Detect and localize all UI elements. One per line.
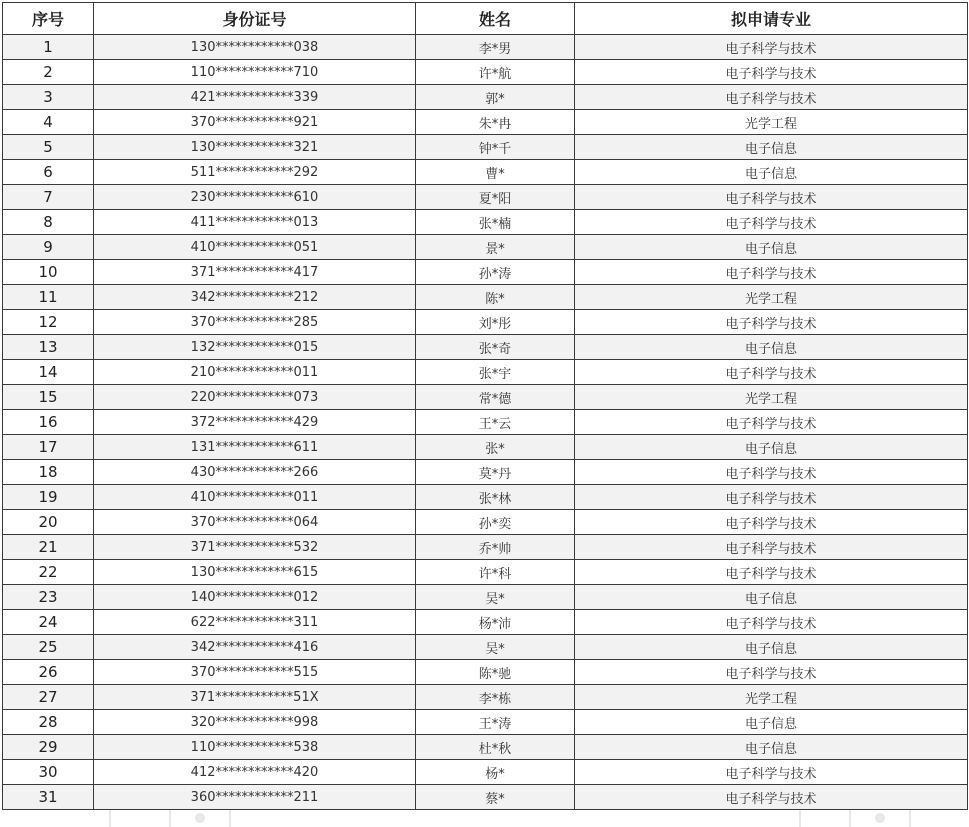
cell-id-number: 511************292 bbox=[94, 160, 416, 185]
cell-name: 杨* bbox=[416, 760, 575, 785]
cell-major: 电子科学与技术 bbox=[575, 485, 968, 510]
cell-no: 2 bbox=[3, 60, 94, 85]
cell-name: 王*涛 bbox=[416, 710, 575, 735]
cell-major: 电子科学与技术 bbox=[575, 460, 968, 485]
cell-id-number: 371************417 bbox=[94, 260, 416, 285]
cell-name: 许*航 bbox=[416, 60, 575, 85]
table-row bbox=[3, 635, 968, 660]
table-row bbox=[3, 210, 968, 235]
cell-id-number: 410************011 bbox=[94, 485, 416, 510]
cell-major: 电子信息 bbox=[575, 135, 968, 160]
cell-id-number: 412************420 bbox=[94, 760, 416, 785]
cell-no: 18 bbox=[3, 460, 94, 485]
table-row bbox=[3, 560, 968, 585]
cell-major: 电子科学与技术 bbox=[575, 35, 968, 60]
cell-no: 10 bbox=[3, 260, 94, 285]
cell-id-number: 132************015 bbox=[94, 335, 416, 360]
table-row bbox=[3, 60, 968, 85]
cell-id-number: 430************266 bbox=[94, 460, 416, 485]
cell-major: 电子信息 bbox=[575, 735, 968, 760]
table-row bbox=[3, 260, 968, 285]
table-row bbox=[3, 135, 968, 160]
cell-id-number: 370************515 bbox=[94, 660, 416, 685]
cell-name: 李*栋 bbox=[416, 685, 575, 710]
table-row bbox=[3, 35, 968, 60]
cell-major: 光学工程 bbox=[575, 110, 968, 135]
cell-major: 电子科学与技术 bbox=[575, 785, 968, 810]
cell-no: 31 bbox=[3, 785, 94, 810]
cell-no: 23 bbox=[3, 585, 94, 610]
cell-major: 电子信息 bbox=[575, 335, 968, 360]
cell-id-number: 410************051 bbox=[94, 235, 416, 260]
table-row bbox=[3, 335, 968, 360]
cell-id-number: 421************339 bbox=[94, 85, 416, 110]
table-row bbox=[3, 385, 968, 410]
cell-name: 刘*彤 bbox=[416, 310, 575, 335]
header-id-number: 身份证号 bbox=[94, 3, 416, 35]
cell-no: 21 bbox=[3, 535, 94, 560]
table-row bbox=[3, 535, 968, 560]
cell-name: 常*德 bbox=[416, 385, 575, 410]
cell-name: 吴* bbox=[416, 585, 575, 610]
cell-name: 夏*阳 bbox=[416, 185, 575, 210]
cell-name: 杨*沛 bbox=[416, 610, 575, 635]
cell-no: 14 bbox=[3, 360, 94, 385]
table-row bbox=[3, 685, 968, 710]
cell-no: 22 bbox=[3, 560, 94, 585]
table-row bbox=[3, 360, 968, 385]
cell-no: 24 bbox=[3, 610, 94, 635]
cell-no: 3 bbox=[3, 85, 94, 110]
header-no: 序号 bbox=[3, 3, 94, 35]
cell-no: 20 bbox=[3, 510, 94, 535]
table-row bbox=[3, 410, 968, 435]
header-major: 拟申请专业 bbox=[575, 3, 968, 35]
cell-no: 28 bbox=[3, 710, 94, 735]
table-row bbox=[3, 710, 968, 735]
cell-no: 26 bbox=[3, 660, 94, 685]
cell-no: 7 bbox=[3, 185, 94, 210]
cell-no: 6 bbox=[3, 160, 94, 185]
cell-no: 29 bbox=[3, 735, 94, 760]
table-row bbox=[3, 235, 968, 260]
cell-major: 电子科学与技术 bbox=[575, 760, 968, 785]
cell-id-number: 320************998 bbox=[94, 710, 416, 735]
cell-major: 电子科学与技术 bbox=[575, 535, 968, 560]
cell-no: 17 bbox=[3, 435, 94, 460]
cell-id-number: 131************611 bbox=[94, 435, 416, 460]
cell-id-number: 110************710 bbox=[94, 60, 416, 85]
table-body bbox=[3, 35, 968, 810]
cell-id-number: 230************610 bbox=[94, 185, 416, 210]
cell-name: 张* bbox=[416, 435, 575, 460]
cell-no: 8 bbox=[3, 210, 94, 235]
cell-id-number: 370************285 bbox=[94, 310, 416, 335]
cell-id-number: 371************532 bbox=[94, 535, 416, 560]
cell-id-number: 370************921 bbox=[94, 110, 416, 135]
cell-id-number: 342************212 bbox=[94, 285, 416, 310]
cell-no: 25 bbox=[3, 635, 94, 660]
table-row bbox=[3, 485, 968, 510]
cell-name: 曹* bbox=[416, 160, 575, 185]
cell-major: 电子信息 bbox=[575, 635, 968, 660]
cell-name: 张*楠 bbox=[416, 210, 575, 235]
table-row bbox=[3, 585, 968, 610]
cell-name: 许*科 bbox=[416, 560, 575, 585]
cell-no: 11 bbox=[3, 285, 94, 310]
cell-no: 12 bbox=[3, 310, 94, 335]
cell-no: 9 bbox=[3, 235, 94, 260]
cell-name: 蔡* bbox=[416, 785, 575, 810]
cell-id-number: 370************064 bbox=[94, 510, 416, 535]
cell-id-number: 411************013 bbox=[94, 210, 416, 235]
cell-major: 电子科学与技术 bbox=[575, 610, 968, 635]
cell-id-number: 360************211 bbox=[94, 785, 416, 810]
header-name: 姓名 bbox=[416, 3, 575, 35]
cell-id-number: 342************416 bbox=[94, 635, 416, 660]
table-row bbox=[3, 435, 968, 460]
cell-name: 陈*驰 bbox=[416, 660, 575, 685]
cell-name: 莫*丹 bbox=[416, 460, 575, 485]
cell-id-number: 130************321 bbox=[94, 135, 416, 160]
cell-major: 电子科学与技术 bbox=[575, 410, 968, 435]
cell-name: 杜*秋 bbox=[416, 735, 575, 760]
cell-name: 郭* bbox=[416, 85, 575, 110]
cell-name: 钟*千 bbox=[416, 135, 575, 160]
cell-major: 电子科学与技术 bbox=[575, 310, 968, 335]
table-row bbox=[3, 760, 968, 785]
cell-major: 电子科学与技术 bbox=[575, 60, 968, 85]
cell-major: 电子信息 bbox=[575, 235, 968, 260]
table-row bbox=[3, 160, 968, 185]
cell-no: 15 bbox=[3, 385, 94, 410]
cell-major: 电子科学与技术 bbox=[575, 660, 968, 685]
cell-major: 电子科学与技术 bbox=[575, 560, 968, 585]
cell-no: 30 bbox=[3, 760, 94, 785]
cell-major: 光学工程 bbox=[575, 685, 968, 710]
cell-major: 电子科学与技术 bbox=[575, 260, 968, 285]
cell-major: 电子科学与技术 bbox=[575, 360, 968, 385]
cell-name: 张*宇 bbox=[416, 360, 575, 385]
table-header-row bbox=[3, 3, 968, 35]
cell-id-number: 110************538 bbox=[94, 735, 416, 760]
cell-major: 电子科学与技术 bbox=[575, 85, 968, 110]
cell-name: 张*林 bbox=[416, 485, 575, 510]
cell-no: 19 bbox=[3, 485, 94, 510]
cell-id-number: 140************012 bbox=[94, 585, 416, 610]
cell-major: 光学工程 bbox=[575, 285, 968, 310]
cell-name: 乔*帅 bbox=[416, 535, 575, 560]
table-row bbox=[3, 735, 968, 760]
table-row bbox=[3, 310, 968, 335]
table-row bbox=[3, 85, 968, 110]
cell-major: 电子科学与技术 bbox=[575, 210, 968, 235]
cell-no: 16 bbox=[3, 410, 94, 435]
cell-major: 电子信息 bbox=[575, 435, 968, 460]
cell-id-number: 622************311 bbox=[94, 610, 416, 635]
cell-name: 李*男 bbox=[416, 35, 575, 60]
cell-name: 张*奇 bbox=[416, 335, 575, 360]
cell-name: 孙*涛 bbox=[416, 260, 575, 285]
cell-id-number: 130************615 bbox=[94, 560, 416, 585]
table-row bbox=[3, 610, 968, 635]
table-row bbox=[3, 285, 968, 310]
cell-major: 光学工程 bbox=[575, 385, 968, 410]
table-row bbox=[3, 785, 968, 810]
cell-major: 电子科学与技术 bbox=[575, 185, 968, 210]
cell-no: 4 bbox=[3, 110, 94, 135]
cell-name: 王*云 bbox=[416, 410, 575, 435]
cell-name: 陈* bbox=[416, 285, 575, 310]
cell-major: 电子科学与技术 bbox=[575, 510, 968, 535]
cell-major: 电子信息 bbox=[575, 585, 968, 610]
cell-name: 景* bbox=[416, 235, 575, 260]
cell-id-number: 210************011 bbox=[94, 360, 416, 385]
cell-no: 27 bbox=[3, 685, 94, 710]
cell-name: 朱*冉 bbox=[416, 110, 575, 135]
cell-id-number: 220************073 bbox=[94, 385, 416, 410]
cell-no: 1 bbox=[3, 35, 94, 60]
table-row bbox=[3, 460, 968, 485]
cell-id-number: 372************429 bbox=[94, 410, 416, 435]
cell-major: 电子信息 bbox=[575, 710, 968, 735]
cell-id-number: 130************038 bbox=[94, 35, 416, 60]
table-row bbox=[3, 660, 968, 685]
table-row bbox=[3, 185, 968, 210]
cell-id-number: 371************51X bbox=[94, 685, 416, 710]
cell-no: 5 bbox=[3, 135, 94, 160]
cell-no: 13 bbox=[3, 335, 94, 360]
cell-major: 电子信息 bbox=[575, 160, 968, 185]
applicant-table bbox=[2, 2, 968, 810]
cell-name: 孙*奕 bbox=[416, 510, 575, 535]
cell-name: 吴* bbox=[416, 635, 575, 660]
table-row bbox=[3, 110, 968, 135]
table-row bbox=[3, 510, 968, 535]
